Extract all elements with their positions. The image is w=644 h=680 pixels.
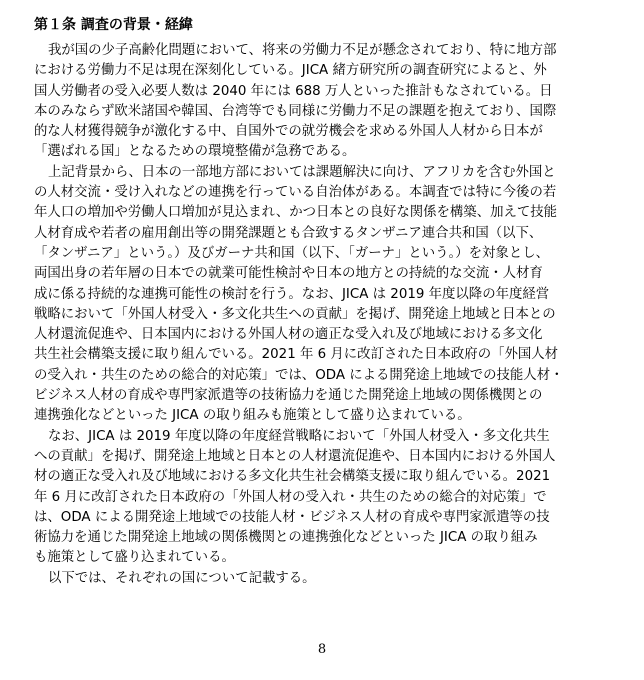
- paragraph-2-line-4: 人材育成や若者の雇用創出等の開発課題とも合致するタンザニア連合共和国（以下、: [34, 225, 543, 241]
- paragraph-2-line-13: 連携強化などといった JICA の取り組みも施策として盛り込まれている。: [34, 408, 471, 424]
- paragraph-2-line-2: の人材交流・受け入れなどの連携を行っている自治体がある。本調査では特に今後の若: [34, 185, 557, 201]
- paragraph-2-line-11: の受入れ・共生のための総合的対応策」では、ODA による開発途上地域での技能人材・: [34, 367, 564, 383]
- paragraph-1-line-5: 的な人材獲得競争が激化する中、自国外での就労機会を求める外国人人材から日本が: [34, 124, 543, 140]
- paragraph-2-line-8: 戦略において「外国人材受入・多文化共生への貢献」を掲げ、開発途上地域と日本との: [34, 306, 556, 322]
- page-number: 8: [317, 642, 327, 657]
- paragraph-1-line-1: 我が国の少子高齢化問題において、将来の労働力不足が懸念されており、特に地方部: [48, 43, 557, 58]
- paragraph-4-line-1: 以下では、それぞれの国について記載する。: [48, 570, 316, 586]
- paragraph-2-line-9: 人材還流促進や、日本国内における外国人材の適正な受入れ及び地域における多文化: [34, 327, 543, 343]
- paragraph-1-line-4: 本のみならず欧米諸国や韓国、台湾等でも同様に労働力不足の課題を抱えており、国際: [34, 103, 557, 119]
- paragraph-1-line-6: 「選ばれる国」となるための環境整備が急務である。: [34, 144, 356, 160]
- paragraph-2-line-7: 成に係る持続的な連携可能性の検討を行う。なお、JICA は 2019 年度以降の年度経営: [34, 286, 550, 302]
- paragraph-2-line-5: 「タンザニア」という。）及びガーナ共和国（以下、「ガーナ」という。）を対象とし、: [34, 245, 549, 261]
- paragraph-2-line-12: ビジネス人材の育成や専門家派遣等の技術協力を通じた開発途上地域の関係機関との: [34, 388, 543, 404]
- body-text: [34, 41, 610, 589]
- paragraph-2-line-10: 共生社会構築支援に取り組んでいる。2021 年 6 月に改訂された日本政府の「外国人材: [34, 347, 559, 363]
- paragraph-2-line-3: 年人口の増加や労働人口増加が見込まれ、かつ日本との良好な関係を構築、加えて技能: [34, 205, 558, 221]
- paragraph-2-line-6: 両国出身の若年層の日本での就業可能性検討や日本の地方との持続的な交流・人材育: [34, 266, 543, 282]
- paragraph-3-line-5: は、ODA による開発途上地域での技能人材・ビジネス人材の育成や専門家派遣等の技: [34, 509, 550, 525]
- paragraph-3-line-3: 材の適正な受入れ及び地域における多文化共生社会構築支援に取り組んでいる。2021: [34, 469, 551, 485]
- paragraph-3-line-2: への貢献」を掲げ、開発途上地域と日本との人材還流促進や、日本国内における外国人: [34, 448, 556, 464]
- section-heading: 第１条 調査の背景・経緯: [34, 17, 193, 33]
- paragraph-3-line-6: 術協力を通じた開発途上地域の関係機関との連携強化などといった JICA の取り組み: [34, 530, 538, 546]
- paragraph-3-line-1: なお、JICA は 2019 年度以降の年度経営戦略において「外国人材受入・多文化共生: [48, 428, 550, 444]
- paragraph-3-line-7: も施策として盛り込まれている。: [34, 550, 235, 566]
- paragraph-1-line-2: における労働力不足は現在深刻化している。JICA 緒方研究所の調査研究によると、外: [34, 63, 547, 79]
- paragraph-2-line-1: 上記背景から、日本の一部地方部においては課題解決に向け、アフリカを含む外国と: [48, 164, 556, 180]
- paragraph-3-line-4: 年 6 月に改訂された日本政府の「外国人材の受入れ・共生のための総合的対応策」で: [34, 489, 547, 505]
- paragraph-1-line-3: 国人労働者の受入必要人数は 2040 年には 688 万人といった推計もなされている。日: [34, 83, 553, 99]
